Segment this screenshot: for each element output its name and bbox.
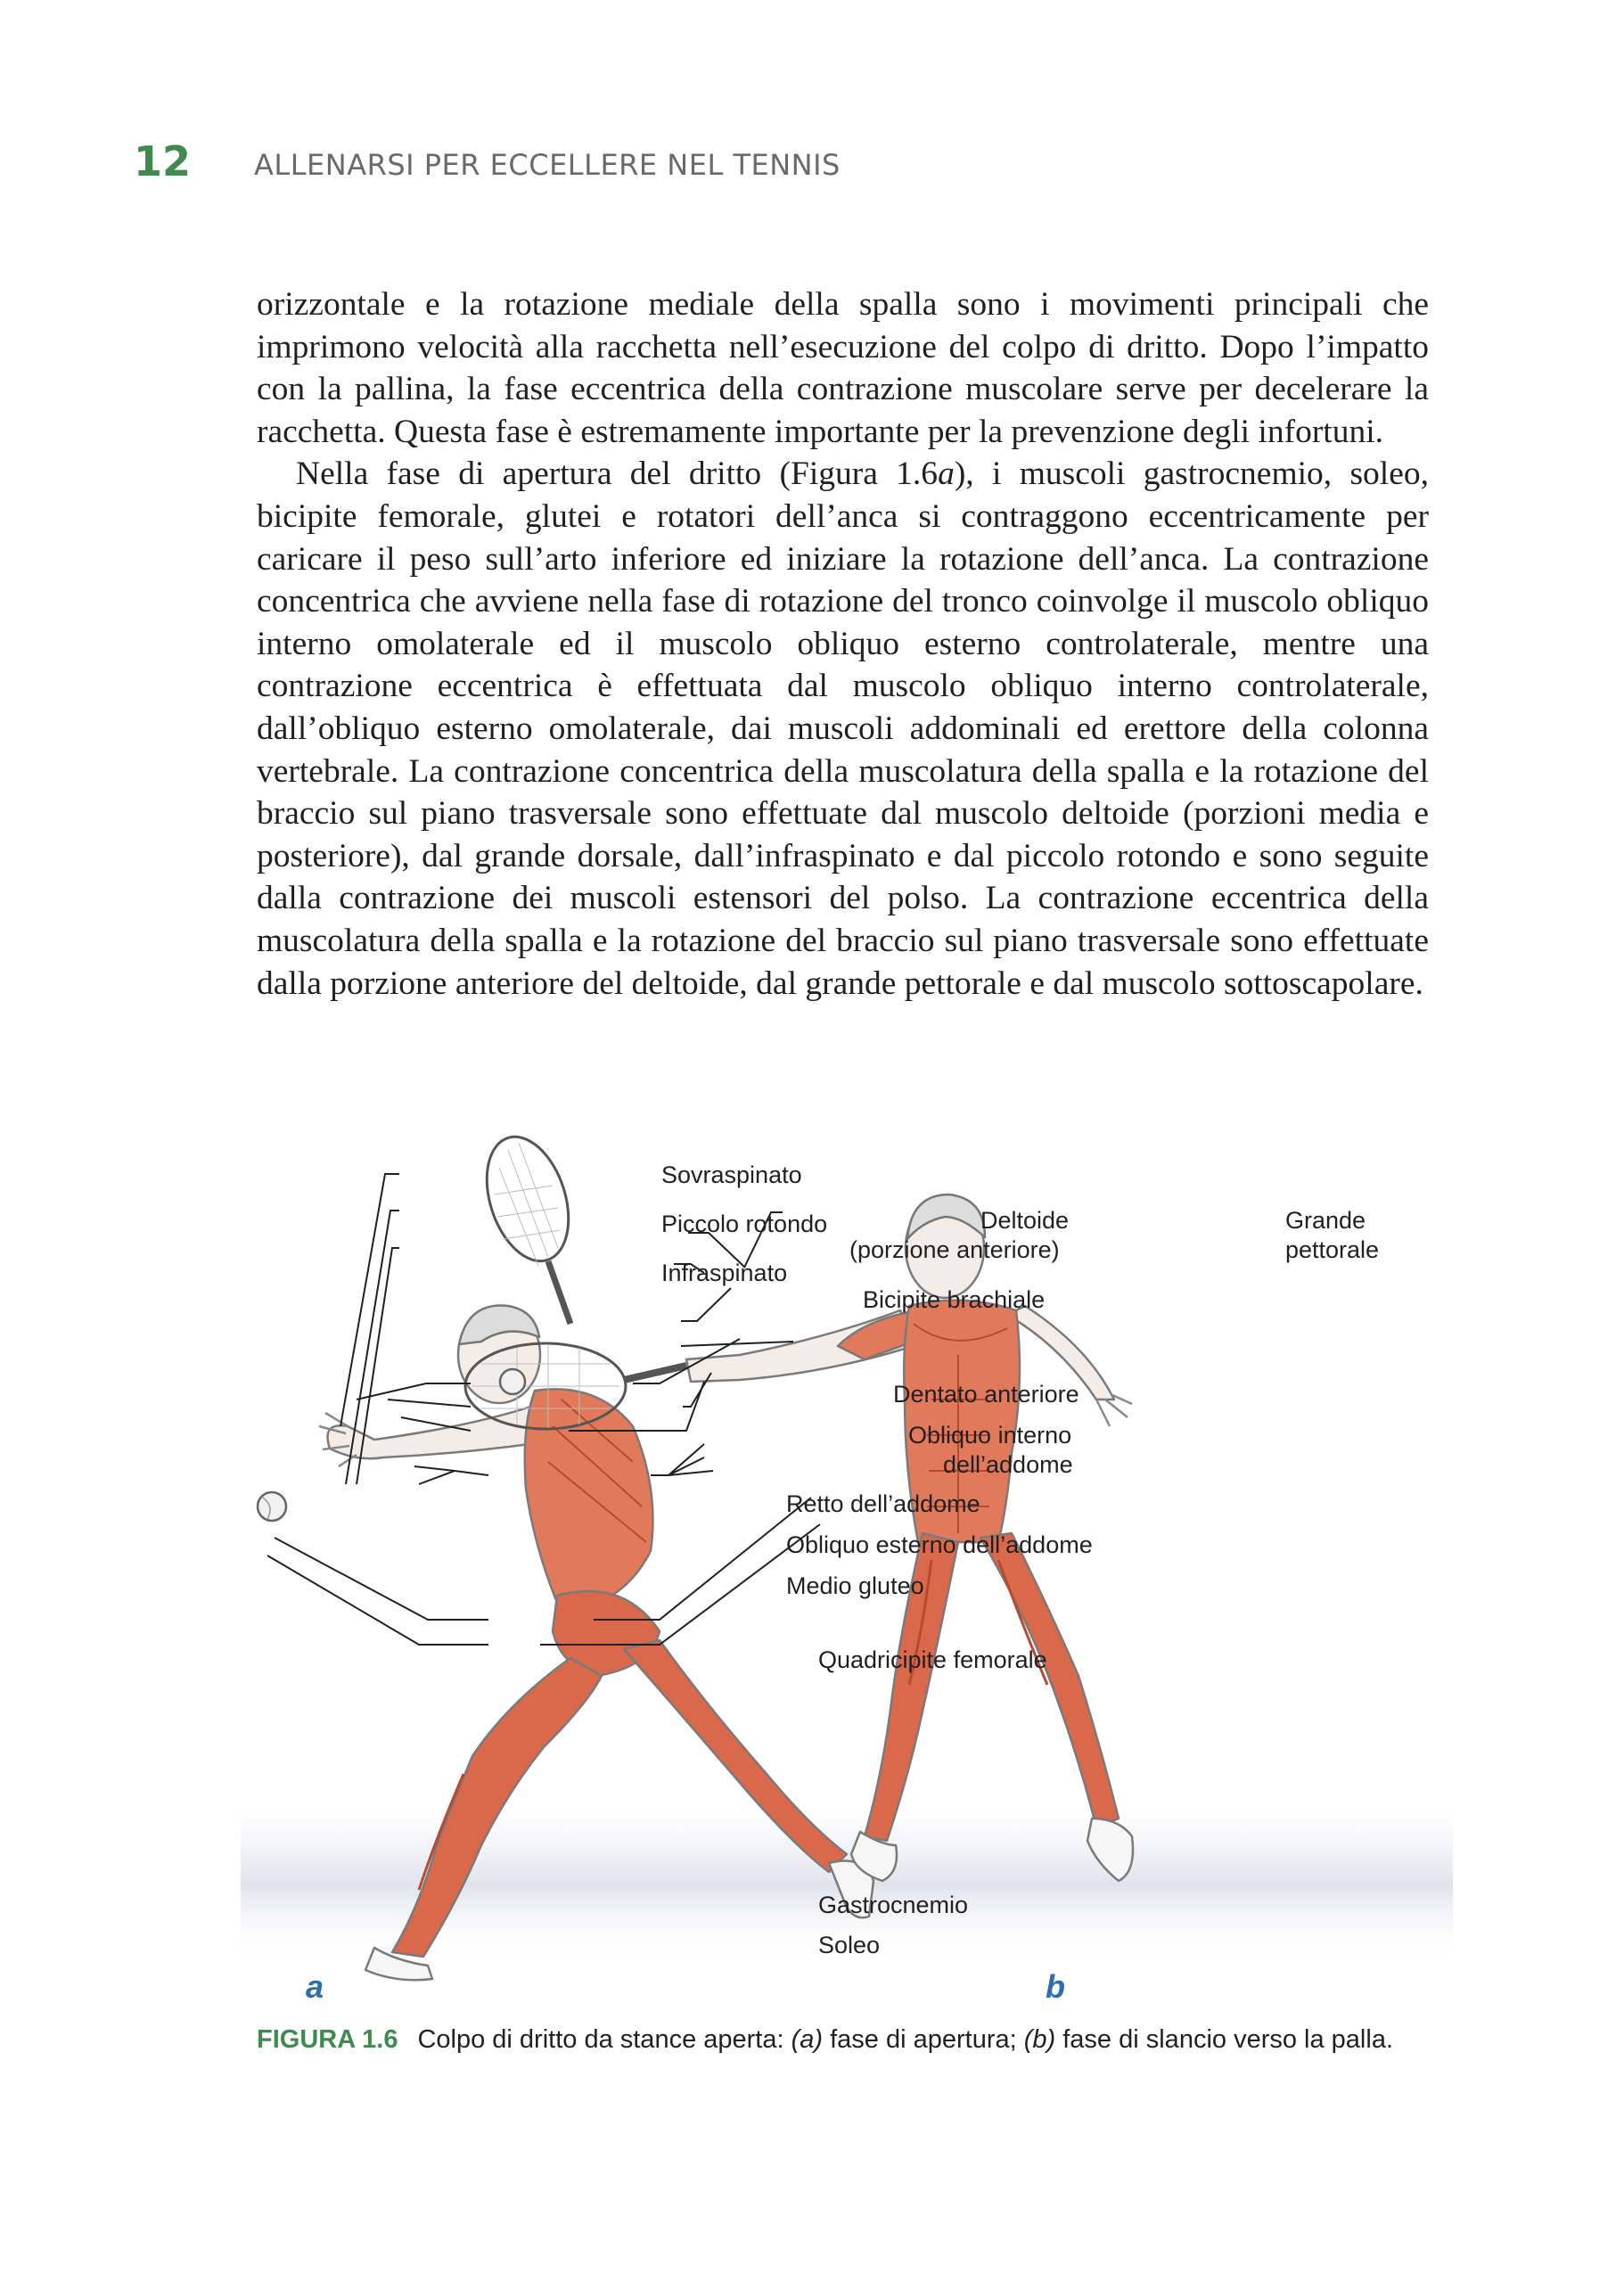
label-soleo: Soleo (818, 1932, 881, 1958)
panel-letter-a: a (306, 1968, 324, 2005)
figure-reference-letter: a (938, 456, 955, 493)
caption-text: fase di slancio verso la palla. (1055, 2025, 1393, 2054)
paragraph: orizzontale e la rotazione mediale della spalla sono i movimenti principali che imprimono velocità alla racchetta nell’esecuzione del colpo di dritto. Dopo l’impatto con la pallina, la fase eccentrica della contrazione muscolare serve per decelerare la racchetta. Questa fase è estremamente importante per la prevenzione degli infortuni. (257, 286, 1429, 450)
label-grande-pettorale-line1: Grande (1285, 1207, 1366, 1234)
anatomy-figure (241, 1132, 1453, 2006)
caption-italic: (a) (791, 2025, 824, 2054)
label-retto-addome: Retto dell’addome (786, 1490, 980, 1517)
page-number: 12 (134, 137, 192, 185)
running-title: ALLENARSI PER ECCELLERE NEL TENNIS (254, 148, 841, 182)
paragraph (257, 453, 1429, 1005)
label-obliquo-interno-line2: dell’addome (943, 1451, 1073, 1478)
caption-label: FIGURA 1.6 (257, 2025, 398, 2054)
label-gastrocnemio: Gastrocnemio (818, 1892, 969, 1918)
body-text (257, 283, 1429, 1005)
paragraph-text: ), i muscoli gastrocnemio, soleo, bicipite femorale, glutei e rotatori dell’anca si contraggono eccentricamente per caricare il peso sull’arto inferiore ed iniziare la rotazione dell’anca. La contrazione concentrica che avviene nella fase di rotazione del tronco coinvolge il muscolo obliquo interno omolaterale ed il muscolo obliquo esterno controlaterale, mentre una contrazione eccentrica è effettuata dal muscolo obliquo interno controlaterale, dall’obliquo esterno omolaterale, dai muscoli addominali ed erettore della colonna vertebrale. La contrazione concentrica della muscolatura della spalla e la rotazione del braccio sul piano trasversale sono effettuate dal muscolo deltoide (porzioni media e posteriore), dal grande dorsale, dall’infraspinato e dal piccolo rotondo e sono seguite dalla contrazione dei muscoli estensori del polso. La contrazione eccentrica della muscolatura della spalla e la rotazione del braccio sul piano trasversale sono effettuate dalla porzione anteriore del deltoide, dal grande pettorale e dal muscolo sottoscapolare. (257, 456, 1429, 1002)
label-deltoide-line2: (porzione anteriore) (849, 1236, 1060, 1263)
panel-letter-b: b (1046, 1968, 1065, 2005)
figure-caption (257, 2025, 1469, 2055)
label-quadricipite-femorale: Quadricipite femorale (818, 1646, 1047, 1673)
label-bicipite-brachiale: Bicipite brachiale (863, 1286, 1046, 1313)
label-obliquo-esterno: Obliquo esterno dell’addome (786, 1531, 1093, 1558)
label-grande-pettorale-line2: pettorale (1285, 1236, 1380, 1263)
caption-text: fase di apertura; (823, 2025, 1024, 2054)
paragraph-text: Nella fase di apertura del dritto (Figura 1.6 (296, 456, 939, 493)
caption-text: Colpo di dritto da stance aperta: (417, 2025, 791, 2054)
label-infraspinato: Infraspinato (661, 1260, 788, 1286)
label-deltoide-line1: Deltoide (980, 1207, 1070, 1234)
label-sovraspinato: Sovraspinato (661, 1162, 802, 1188)
caption-italic: (b) (1023, 2025, 1056, 2054)
label-obliquo-interno-line1: Obliquo interno (908, 1422, 1072, 1449)
label-dentato-anteriore: Dentato anteriore (893, 1381, 1079, 1408)
label-medio-gluteo: Medio gluteo (786, 1572, 924, 1599)
label-piccolo-rotondo: Piccolo rotondo (661, 1211, 828, 1237)
running-header (134, 134, 1515, 196)
